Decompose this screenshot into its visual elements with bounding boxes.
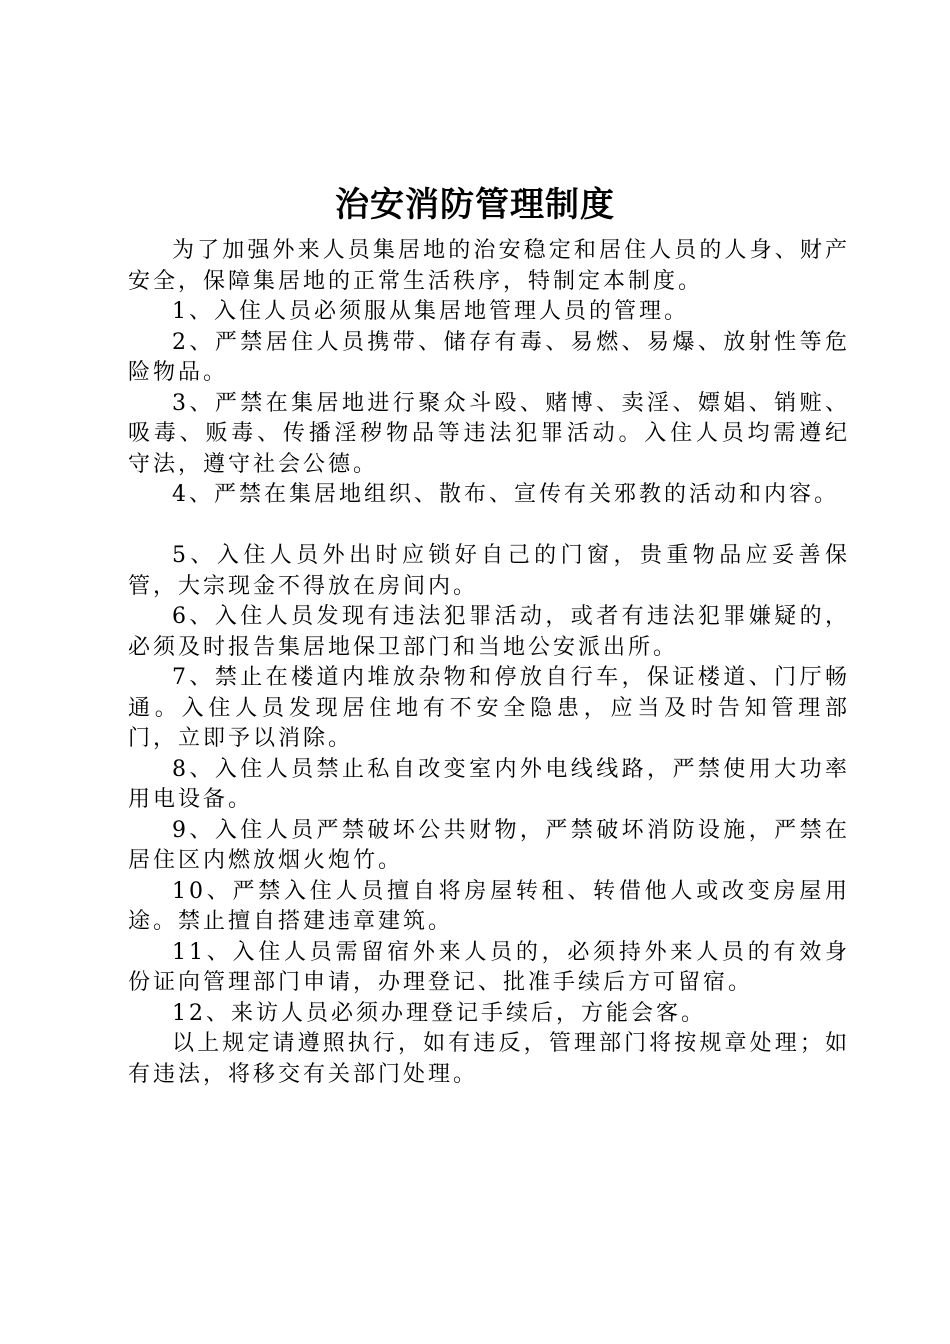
document-title: 治安消防管理制度 bbox=[335, 185, 615, 225]
rule-paragraph-9: 9、入住人员严禁破坏公共财物，严禁破坏消防设施，严禁在居住区内燃放烟火炮竹。 bbox=[128, 817, 850, 873]
rule-paragraph-6: 6、入住人员发现有违法犯罪活动，或者有违法犯罪嫌疑的，必须及时报告集居地保卫部门和当地公安派出所。 bbox=[128, 604, 850, 660]
rule-paragraph-12: 12、来访人员必须办理登记手续后，方能会客。 bbox=[172, 1000, 706, 1026]
rule-paragraph-11: 11、入住人员需留宿外来人员的，必须持外来人员的有效身份证向管理部门申请，办理登记、批准手续后方可留宿。 bbox=[128, 939, 850, 995]
rule-paragraph-1: 1、入住人员必须服从集居地管理人员的管理。 bbox=[172, 299, 689, 324]
intro-paragraph: 为了加强外来人员集居地的治安稳定和居住人员的人身、财产安全，保障集居地的正常生活秩序，特制定本制度。 bbox=[128, 238, 850, 294]
rule-paragraph-2: 2、严禁居住人员携带、储存有毒、易燃、易爆、放射性等危险物品。 bbox=[128, 329, 850, 385]
rule-paragraph-8: 8、入住人员禁止私自改变室内外电线线路，严禁使用大功率用电设备。 bbox=[128, 756, 850, 812]
rule-paragraph-3: 3、严禁在集居地进行聚众斗殴、赌博、卖淫、嫖娼、销赃、吸毒、贩毒、传播淫秽物品等违法犯罪活动。入住人员均需遵纪守法，遵守社会公德。 bbox=[128, 390, 850, 477]
rule-paragraph-7: 7、禁止在楼道内堆放杂物和停放自行车，保证楼道、门厅畅通。入住人员发现居住地有不安全隐患，应当及时告知管理部门，立即予以消除。 bbox=[128, 665, 850, 751]
rule-paragraph-4: 4、严禁在集居地组织、散布、宣传有关邪教的活动和内容。 bbox=[172, 482, 839, 507]
rule-paragraph-10: 10、严禁入住人员擅自将房屋转租、转借他人或改变房屋用途。禁止擅自搭建违章建筑。 bbox=[128, 878, 850, 934]
rule-paragraph-5: 5、入住人员外出时应锁好自己的门窗，贵重物品应妥善保管，大宗现金不得放在房间内。 bbox=[128, 543, 850, 599]
closing-paragraph: 以上规定请遵照执行，如有违反，管理部门将按规章处理；如有违法，将移交有关部门处理。 bbox=[128, 1031, 850, 1087]
document-body bbox=[128, 236, 850, 1090]
